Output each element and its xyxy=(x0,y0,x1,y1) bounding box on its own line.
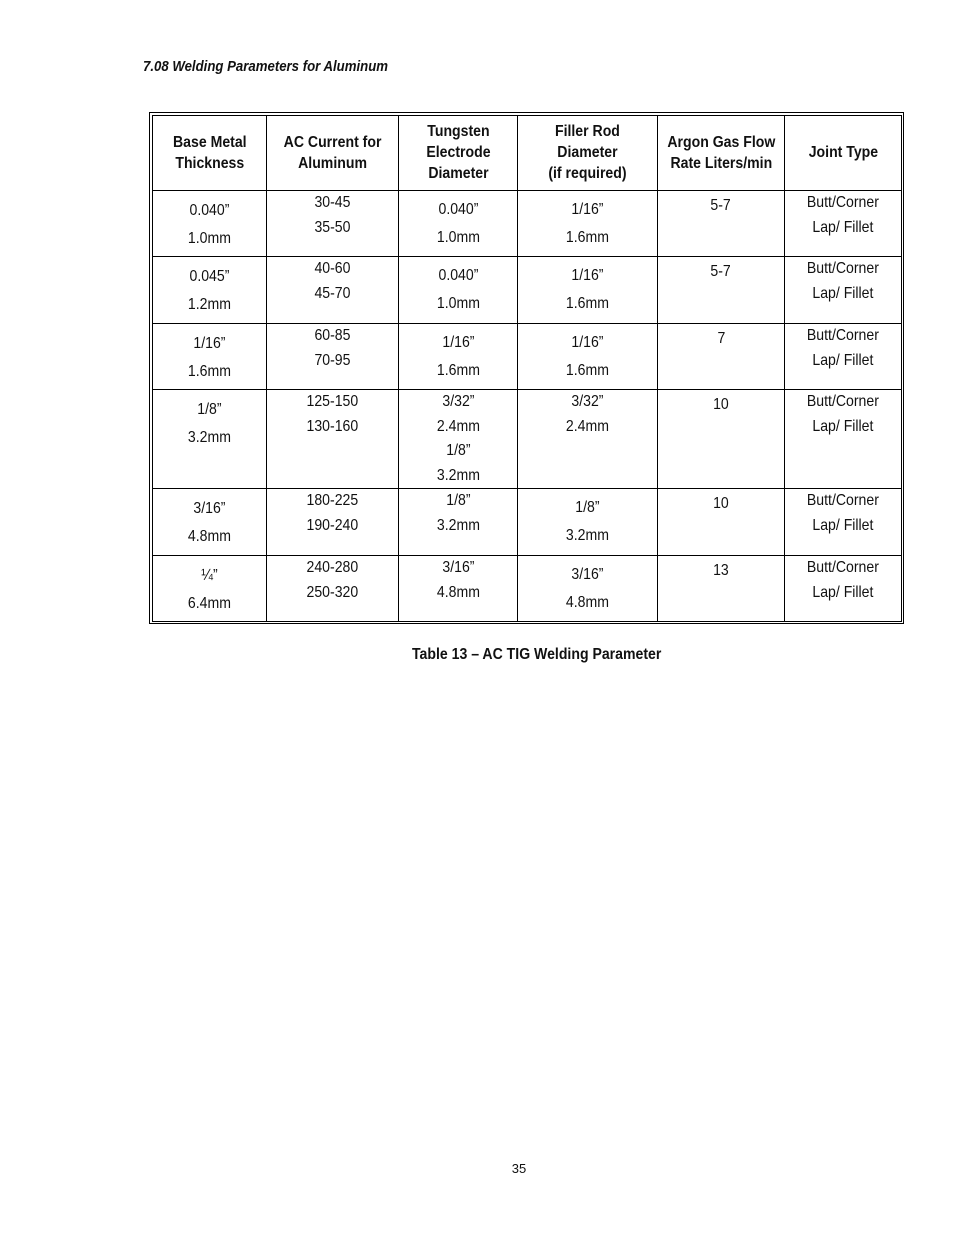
header-tungsten-diameter: Tungsten Electrode Diameter xyxy=(399,116,518,191)
header-argon-gas-flow: Argon Gas Flow Rate Liters/min xyxy=(658,116,785,191)
argon-cell: 5-7 xyxy=(658,191,785,257)
tungsten-cell: 3/16” 4.8mm xyxy=(399,556,518,622)
table-row xyxy=(153,390,902,489)
joint-cell: Butt/Corner Lap/ Fillet xyxy=(785,191,902,257)
header-base-metal-thickness: Base Metal Thickness xyxy=(153,116,267,191)
joint-cell: Butt/Corner Lap/ Fillet xyxy=(785,556,902,622)
joint-cell: Butt/Corner Lap/ Fillet xyxy=(785,489,902,556)
filler-cell: 1/8” 3.2mm xyxy=(518,489,658,556)
argon-cell: 10 xyxy=(658,390,785,489)
header-ac-current: AC Current for Aluminum xyxy=(267,116,399,191)
tungsten-cell: 0.040” 1.0mm xyxy=(399,257,518,324)
filler-cell: 3/32” 2.4mm xyxy=(518,390,658,489)
page-number: 35 xyxy=(511,1161,527,1176)
current-cell: 60-85 70-95 xyxy=(267,324,399,390)
table-row xyxy=(153,556,902,622)
joint-cell: Butt/Corner Lap/ Fillet xyxy=(785,390,902,489)
welding-parameters-table-frame xyxy=(149,112,904,624)
argon-cell: 7 xyxy=(658,324,785,390)
table-row xyxy=(153,489,902,556)
thickness-cell: 3/16” 4.8mm xyxy=(153,489,267,556)
filler-cell: 1/16” 1.6mm xyxy=(518,191,658,257)
current-cell: 30-45 35-50 xyxy=(267,191,399,257)
argon-cell: 5-7 xyxy=(658,257,785,324)
filler-cell: 1/16” 1.6mm xyxy=(518,324,658,390)
tungsten-cell: 0.040” 1.0mm xyxy=(399,191,518,257)
current-cell: 40-60 45-70 xyxy=(267,257,399,324)
welding-parameters-table xyxy=(152,115,902,622)
thickness-cell: ¼” 6.4mm xyxy=(153,556,267,622)
filler-cell: 1/16” 1.6mm xyxy=(518,257,658,324)
section-title: 7.08 Welding Parameters for Aluminum xyxy=(143,58,389,75)
table-caption: Table 13 – AC TIG Welding Parameter xyxy=(412,646,662,663)
filler-cell: 3/16” 4.8mm xyxy=(518,556,658,622)
header-filler-rod-diameter: Filler Rod Diameter (if required) xyxy=(518,116,658,191)
header-joint-type: Joint Type xyxy=(785,116,902,191)
current-cell: 240-280 250-320 xyxy=(267,556,399,622)
thickness-cell: 0.045” 1.2mm xyxy=(153,257,267,324)
table-row xyxy=(153,191,902,257)
table-row xyxy=(153,324,902,390)
tungsten-cell: 1/8” 3.2mm xyxy=(399,489,518,556)
current-cell: 125-150 130-160 xyxy=(267,390,399,489)
tungsten-cell: 1/16” 1.6mm xyxy=(399,324,518,390)
tungsten-cell: 3/32” 2.4mm 1/8” 3.2mm xyxy=(399,390,518,489)
argon-cell: 13 xyxy=(658,556,785,622)
thickness-cell: 1/8” 3.2mm xyxy=(153,390,267,489)
current-cell: 180-225 190-240 xyxy=(267,489,399,556)
table-header-row xyxy=(153,116,902,191)
thickness-cell: 1/16” 1.6mm xyxy=(153,324,267,390)
joint-cell: Butt/Corner Lap/ Fillet xyxy=(785,257,902,324)
table-row xyxy=(153,257,902,324)
joint-cell: Butt/Corner Lap/ Fillet xyxy=(785,324,902,390)
thickness-cell: 0.040” 1.0mm xyxy=(153,191,267,257)
argon-cell: 10 xyxy=(658,489,785,556)
